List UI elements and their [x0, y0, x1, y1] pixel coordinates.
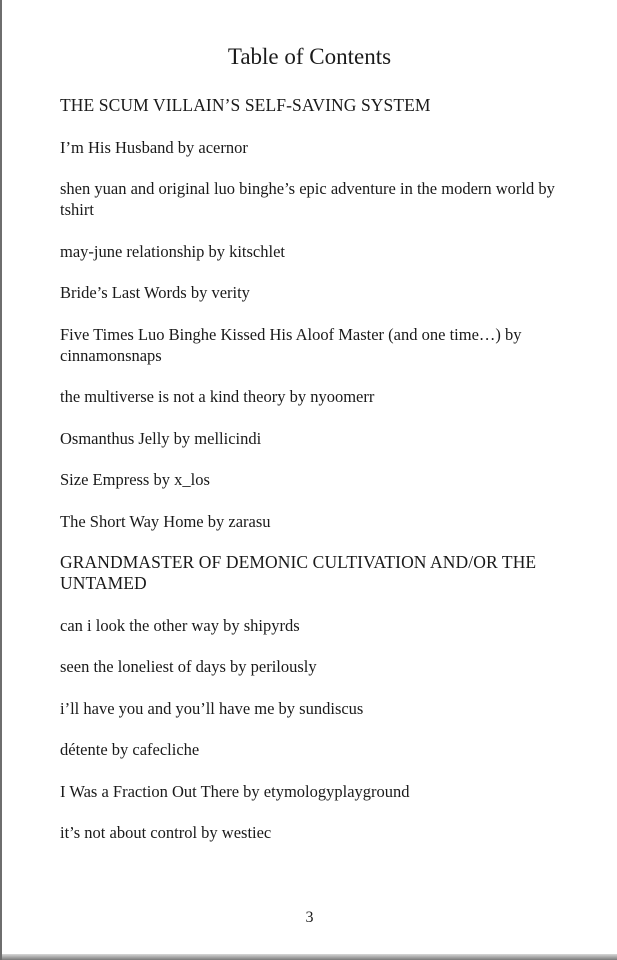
- toc-entry[interactable]: détente by cafecliche: [60, 740, 200, 759]
- section-heading: THE SCUM VILLAIN’S SELF-SAVING SYSTEM: [60, 95, 431, 115]
- toc-entry[interactable]: can i look the other way by shipyrds: [60, 615, 300, 635]
- toc-entry[interactable]: the multiverse is not a kind theory by nyoomerr: [60, 387, 375, 406]
- table-of-contents: [60, 95, 570, 864]
- toc-entry[interactable]: it’s not about control by westiec: [60, 823, 272, 842]
- toc-entry[interactable]: Bride’s Last Words by verity: [60, 283, 250, 302]
- toc-entry[interactable]: Size Empress by x_los: [60, 470, 210, 489]
- page-number: 3: [305, 909, 314, 926]
- toc-entry[interactable]: I Was a Fraction Out There by etymologyplayground: [60, 781, 410, 801]
- toc-entry[interactable]: i’ll have you and you’ll have me by sundiscus: [60, 698, 364, 718]
- toc-entry[interactable]: shen yuan and original luo binghe’s epic adventure in the modern world by tshirt: [60, 179, 555, 219]
- section-heading: GRANDMASTER OF DEMONIC CULTIVATION AND/OR THE UNTAMED: [60, 552, 537, 593]
- toc-entry[interactable]: may-june relationship by kitschlet: [60, 241, 285, 261]
- toc-entry[interactable]: Osmanthus Jelly by mellicindi: [60, 428, 262, 448]
- toc-entry[interactable]: Five Times Luo Binghe Kissed His Aloof Master (and one time…) by cinnamonsnaps: [60, 324, 522, 365]
- page-title: Table of Contents: [227, 44, 392, 69]
- toc-entry[interactable]: The Short Way Home by zarasu: [60, 511, 271, 531]
- toc-entry[interactable]: seen the loneliest of days by perilously: [60, 657, 317, 676]
- page-bottom-edge: [2, 954, 617, 960]
- toc-entry[interactable]: I’m His Husband by acernor: [60, 137, 248, 157]
